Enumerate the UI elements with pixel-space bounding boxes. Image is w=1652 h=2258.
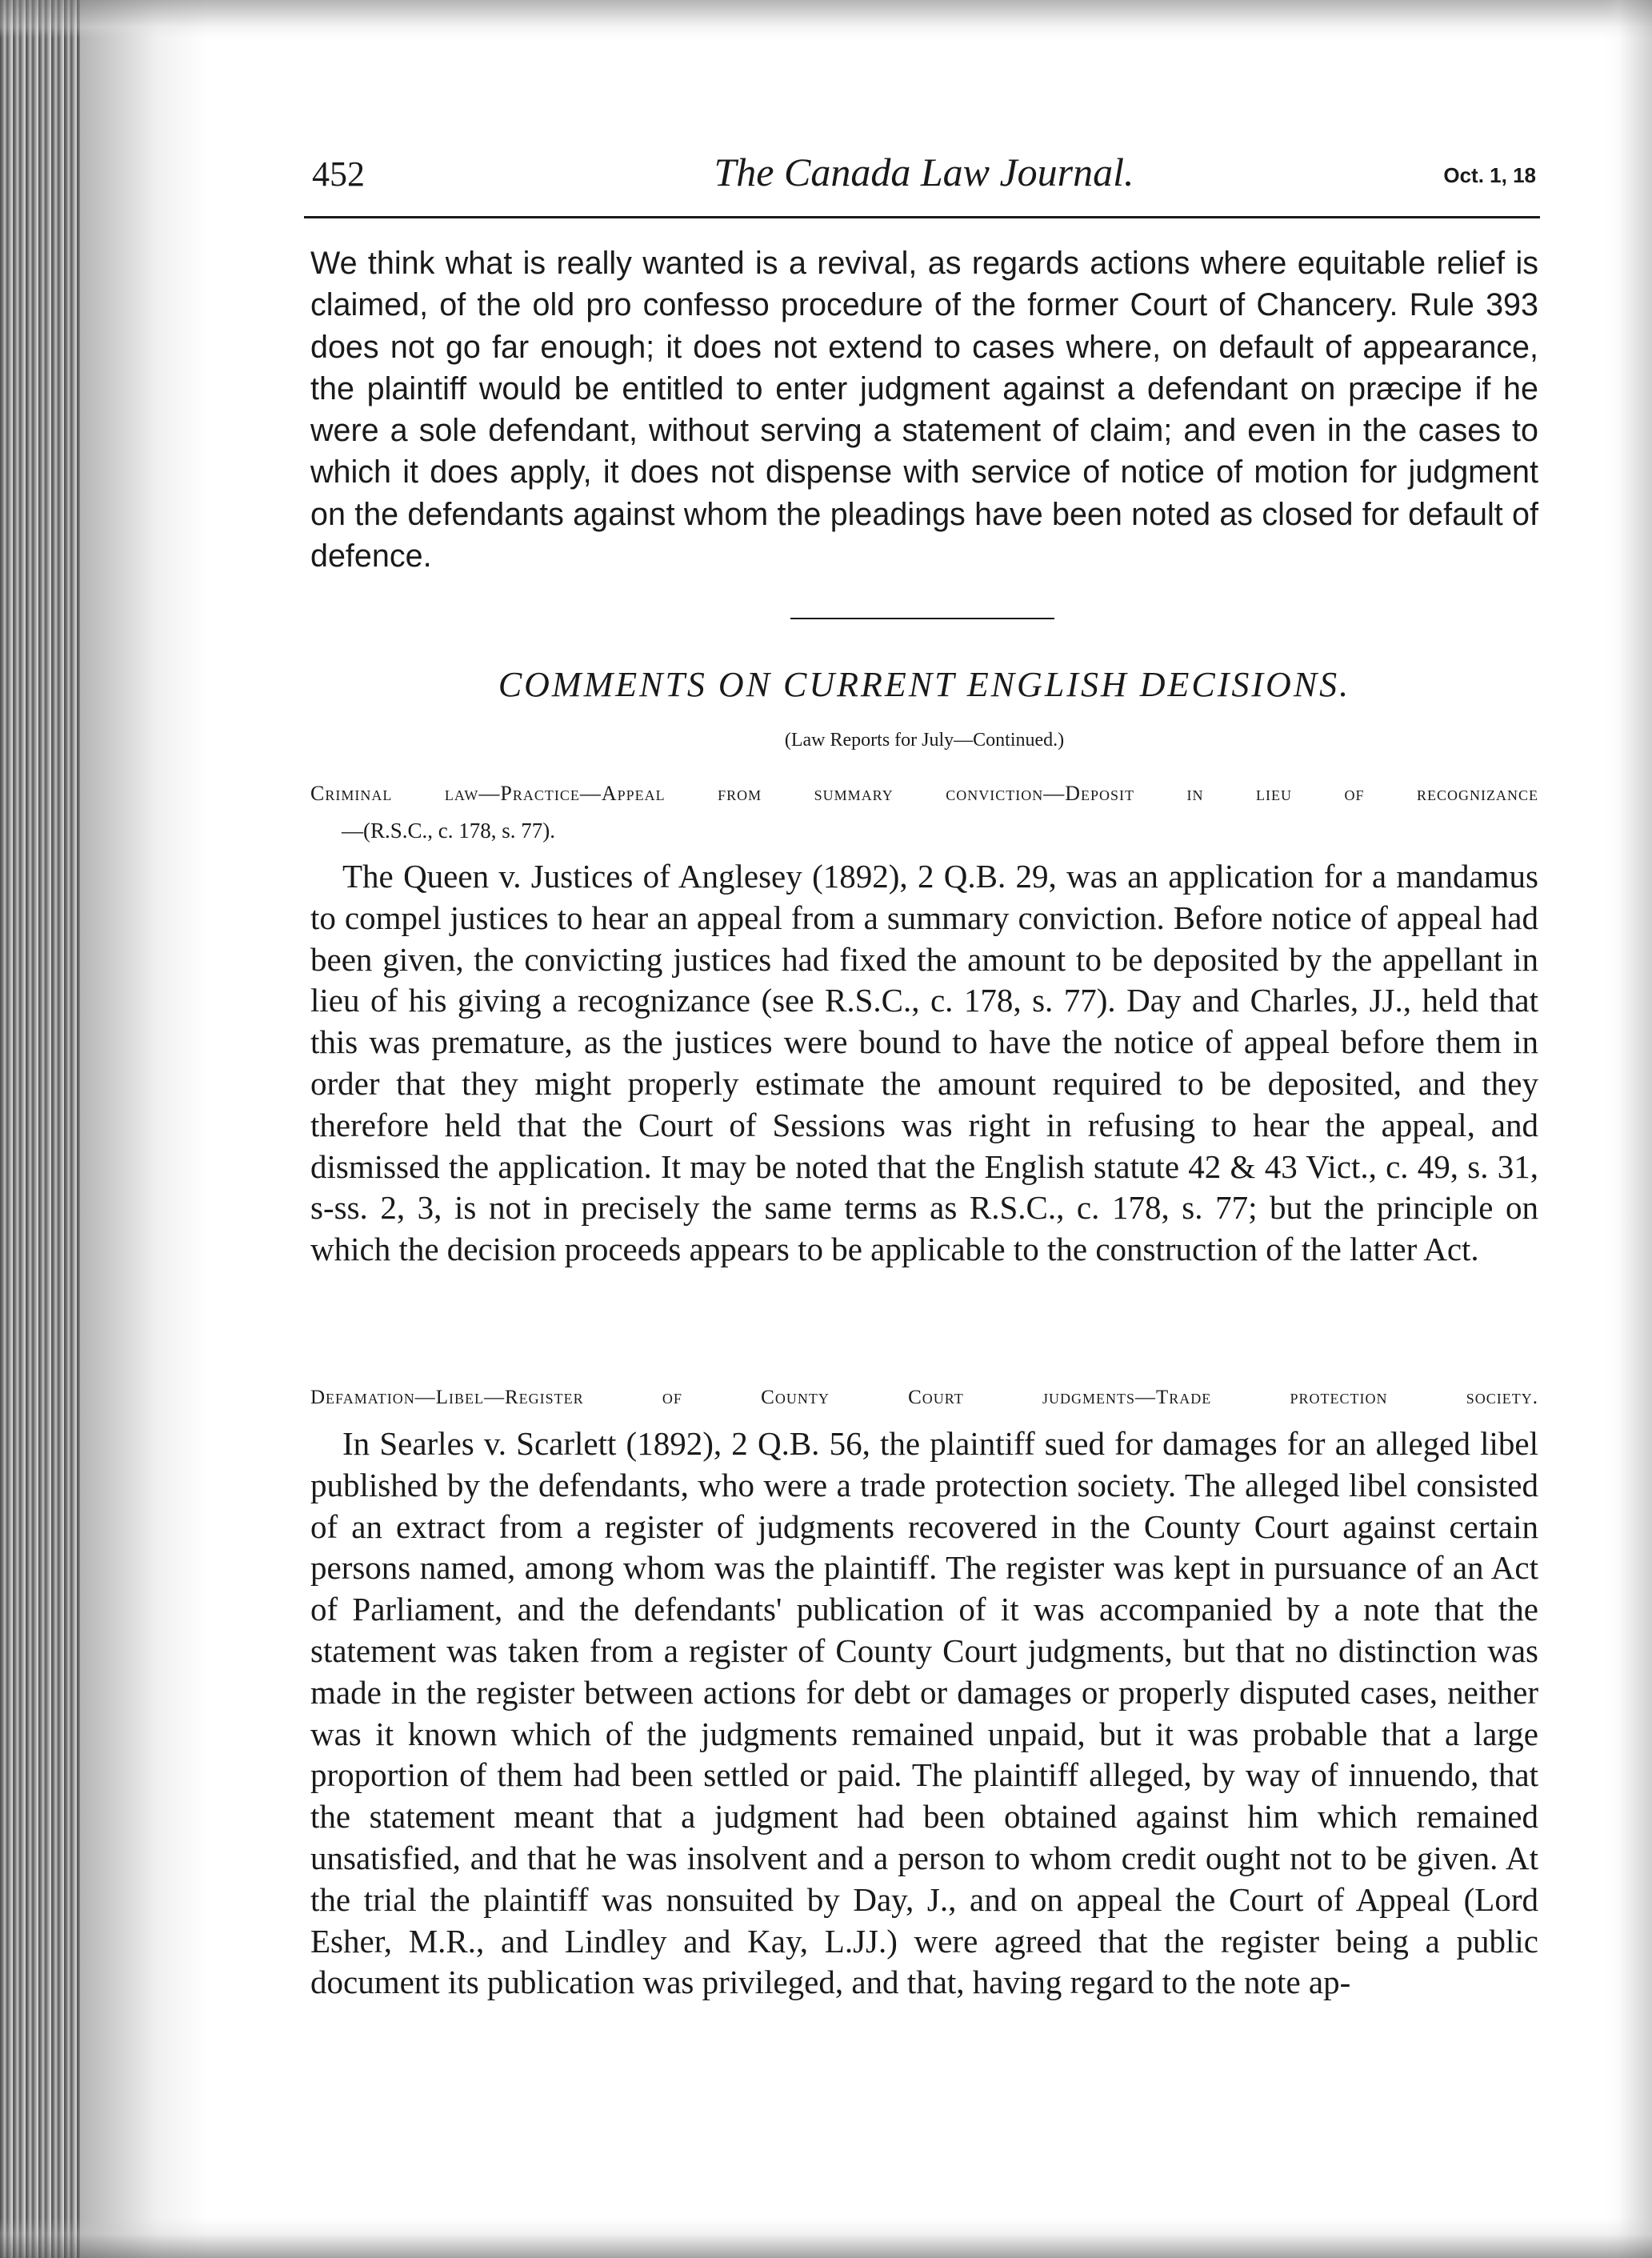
scan-shadow-left-fade xyxy=(80,0,208,2258)
section-subtitle: (Law Reports for July—Continued.) xyxy=(784,730,1065,751)
page-number: 452 xyxy=(312,154,365,194)
issue-date: Oct. 1, 18 xyxy=(1443,163,1536,187)
section-divider xyxy=(790,618,1054,619)
section-title: COMMENTS ON CURRENT ENGLISH DECISIONS. xyxy=(498,665,1351,704)
header-rule xyxy=(304,216,1540,218)
scan-shadow-right xyxy=(1604,0,1652,2258)
scan-shadow-left xyxy=(0,0,80,2258)
intro-paragraph: We think what is really wanted is a revival, as regards actions where equitable relief is claimed, of the old pro confesso procedure of the former Court of Chancery. Rule 393 does not go far enough; it does not extend to cases where, on default of appearance, the plaintiff would be entitled to enter judgment against a defendant on præcipe if he were a sole defendant, without serving a statement of claim; and even in the cases to which it does apply, it does not dispense with service of notice of motion for judgment on the defendants against whom the pleadings have been noted as closed for default of defence. xyxy=(310,246,1538,575)
case-text-queen-v-justices: The Queen v. Justices of Anglesey (1892), 2 Q.B. 29, was an application for a mandamus to compel justices to hear an appeal from a summary conviction. Before notice of appeal had been given, the convicting justices had fixed the amount to be deposited by the appellant in lieu of his giving a recognizance (see R.S.C., c. 178, s. 77). Day and Charles, JJ., held that this was premature, as the justices were bound to have the notice of appeal before them in order that they might properly estimate the amount required to be deposited, and they therefore held that the Court of Sessions was right in refusing to hear the appeal, and dismissed the application. It may be noted that the English statute 42 & 43 Vict., c. 49, s. 31, s-ss. 2, 3, is not in precisely the same terms as R.S.C., c. 178, s. 77; but the principle on which the decision proceeds appears to be applicable to the construction of the latter Act. xyxy=(310,858,1538,1268)
case-text-searles-v-scarlett: In Searles v. Scarlett (1892), 2 Q.B. 56, the plaintiff sued for damages for an alleged libel published by the defendants, who were a trade protection society. The alleged libel consisted of an extract from a register of judgments recovered in the County Court against certain persons named, among whom was the plaintiff. The register was kept in pursuance of an Act of Parliament, and the defendants' publication of it was accompanied by a note that the statement was taken from a register of County Court judgments, but that no distinction was made in the register between actions for debt or damages or properly disputed cases, neither was it known which of the judgments remained unpaid, but it was probable that a large proportion of them had been settled or paid. The plaintiff alleged, by way of innuendo, that the statement meant that a judgment had been obtained against him which remained unsatisfied, and that he was insolvent and a person to whom credit ought not to be given. At the trial the plaintiff was nonsuited by Day, J., and on appeal the Court of Appeal (Lord Esher, M.R., and Lindley and Kay, L.JJ.) were agreed that the register being a public document its publication was privileged, and that, having regard to the note ap- xyxy=(310,1425,1538,2001)
running-head xyxy=(312,149,1536,197)
scan-shadow-bottom xyxy=(0,2218,1652,2258)
case-heading-criminal-law: Criminal law—Practice—Appeal from summary conviction—Deposit in lieu of recognizance xyxy=(310,782,1538,805)
case-heading-criminal-law-cont: —(R.S.C., c. 178, s. 77). xyxy=(342,819,556,843)
case-heading-defamation: Defamation—Libel—Register of County Court judgments—Trade protection society. xyxy=(310,1387,1538,1408)
scan-shadow-top xyxy=(0,0,1652,38)
journal-title: The Canada Law Journal. xyxy=(714,150,1134,194)
